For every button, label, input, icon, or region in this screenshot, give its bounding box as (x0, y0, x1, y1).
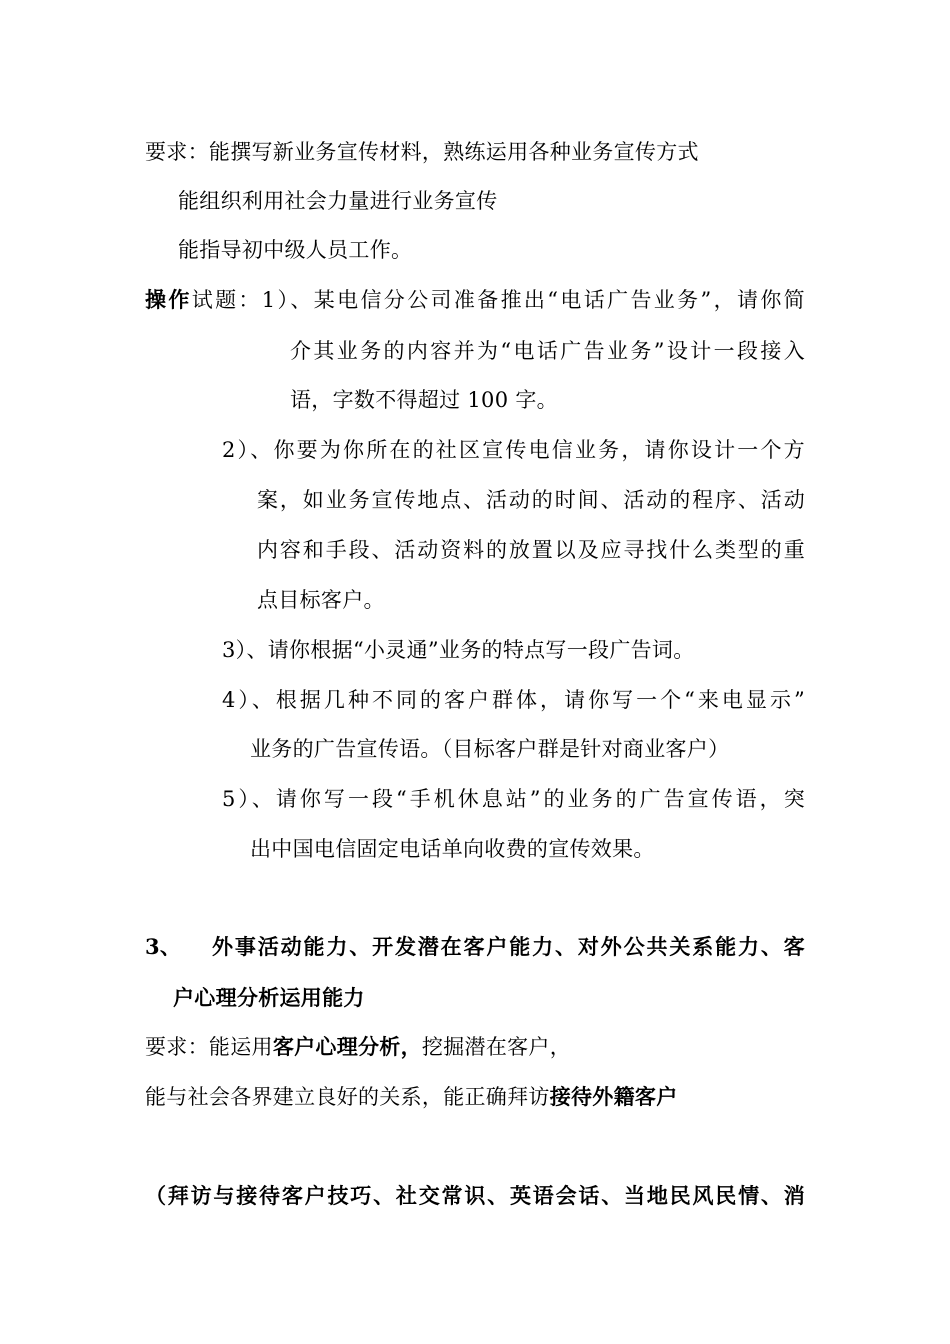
q5-line1-text: 5）、请你写一段“手机休息站”的业务的广告宣传语，突 (222, 787, 805, 811)
ops-q2-line1 (222, 436, 805, 464)
q5-line2-text: 出中国电信固定电话单向收费的宣传效果。 (250, 837, 655, 861)
req1-line3-text: 能指导初中级人员工作。 (178, 238, 413, 262)
req1-line1-text: 要求：能撰写新业务宣传材料，熟练运用各种业务宣传方式 (145, 140, 699, 164)
req3-line1-a: 要求：能运用 (145, 1035, 273, 1059)
ops-q2-line3 (257, 536, 805, 564)
section3-number-text: 3、 (145, 934, 182, 959)
section3-title-line1-text: 外事活动能力、开发潜在客户能力、对外公共关系能力、客 (212, 934, 805, 959)
ops-label-rest: 试题： (191, 288, 262, 312)
req3-line1-b: 客户心理分析， (272, 1034, 422, 1059)
section3-title-line2-text: 户心理分析运用能力 (173, 985, 365, 1010)
section3-number (145, 933, 181, 961)
ops-q1-line2 (290, 337, 805, 365)
req3-line2 (145, 1083, 678, 1111)
ops-q1-line1 (145, 286, 805, 314)
ops-q2-line2 (257, 486, 805, 514)
req3-line1-c: 挖掘潜在客户， (421, 1035, 572, 1059)
topics-line1-text: （拜访与接待客户技巧、社交常识、英语会话、当地民风民情、消 (145, 1183, 805, 1208)
topics-line1 (145, 1182, 805, 1210)
q4-line1-text: 4）、根据几种不同的客户群体，请你写一个“来电显示” (222, 688, 805, 712)
ops-q5-line1 (222, 785, 805, 813)
req1-line1 (145, 138, 699, 166)
q1-line1-text: 1）、某电信分公司准备推出“电话广告业务”，请你简 (261, 288, 805, 312)
ops-q5-line2 (250, 835, 655, 863)
ops-label-bold: 操作 (145, 287, 192, 312)
ops-q3-line1 (222, 636, 695, 664)
section3-title-line1 (212, 933, 805, 961)
q3-line1-text: 3）、请你根据“小灵通”业务的特点写一段广告词。 (222, 638, 695, 662)
req1-line2 (178, 187, 498, 215)
req1-line3 (178, 236, 412, 264)
section3-title-line2 (173, 984, 365, 1012)
q4-line2-text: 业务的广告宣传语。（目标客户群是针对商业客户） (250, 737, 730, 761)
q2-line4-text: 点目标客户。 (257, 588, 385, 612)
req3-line1 (145, 1033, 571, 1061)
q2-line1-text: 2）、你要为你所在的社区宣传电信业务，请你设计一个方 (222, 438, 805, 462)
ops-q4-line1 (222, 686, 805, 714)
req1-line2-text: 能组织利用社会力量进行业务宣传 (178, 189, 498, 213)
q2-line3-text: 内容和手段、活动资料的放置以及应寻找什么类型的重 (257, 538, 805, 562)
ops-q4-line2 (250, 735, 729, 763)
q2-line2-text: 案，如业务宣传地点、活动的时间、活动的程序、活动 (257, 488, 805, 512)
req3-line2-a: 能与社会各界建立良好的关系，能正确拜访 (145, 1085, 550, 1109)
ops-q1-line3 (290, 386, 558, 414)
q1-line2-text: 介其业务的内容并为“电话广告业务”设计一段接入 (290, 339, 805, 363)
req3-line2-b: 接待外籍客户 (549, 1084, 678, 1109)
ops-q2-line4 (257, 586, 385, 614)
q1-line3-text: 语，字数不得超过 100 字。 (290, 388, 558, 412)
